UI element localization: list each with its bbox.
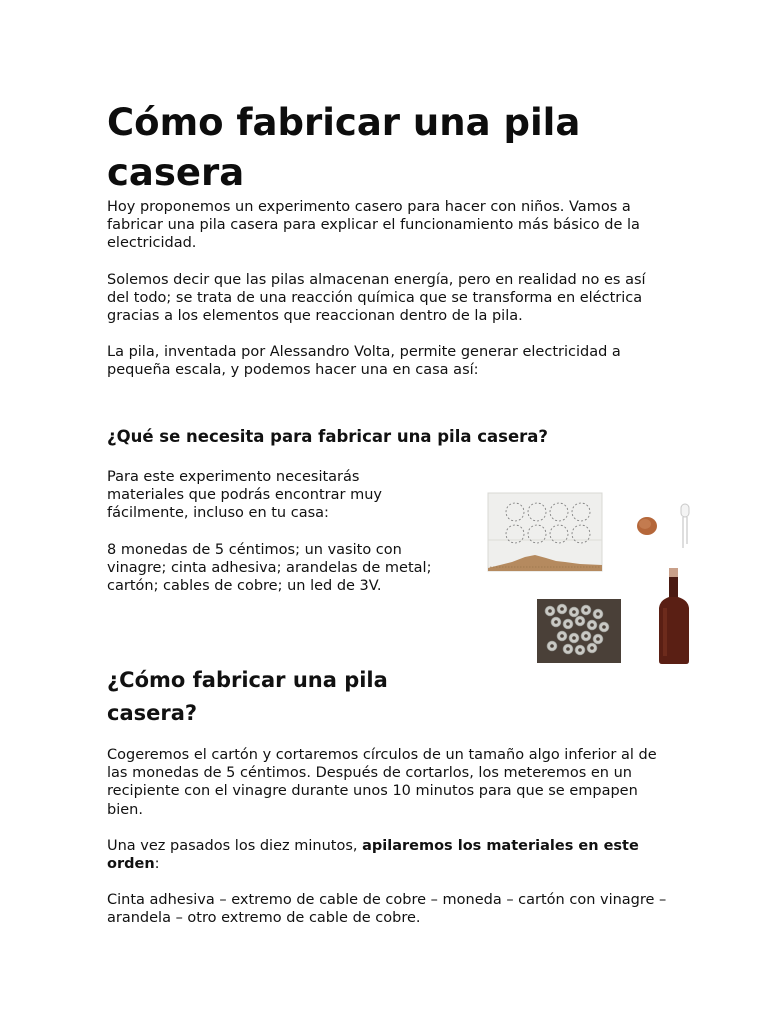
cardboard-circles-image bbox=[488, 493, 602, 571]
page-title: Cómo fabricar una pila casera bbox=[107, 101, 581, 194]
intro-paragraph-1: Hoy proponemos un experimento casero para hacer con niños. Vamos a fabricar una pila casera para explicar el funcionamiento más básico de la electricidad. bbox=[107, 199, 640, 252]
intro-paragraph-3: La pila, inventada por Alessandro Volta, permite generar electricidad a pequeña escala, y podemos hacer una en casa así: bbox=[107, 344, 621, 379]
washers-image bbox=[537, 599, 621, 663]
materials-intro-paragraph: Para este experimento necesitarás materiales que podrás encontrar muy fácilmente, incluso en tu casa: bbox=[107, 469, 382, 522]
section-heading-how-to: ¿Cómo fabricar una pila casera? bbox=[107, 668, 388, 725]
led-image bbox=[681, 504, 689, 548]
how-to-paragraph-2 bbox=[107, 837, 667, 873]
materials-image bbox=[470, 478, 732, 678]
how-to-paragraph-2-emphasis: apilaremos los materiales en este orden bbox=[107, 838, 639, 873]
materials-list-paragraph: 8 monedas de 5 céntimos; un vasito con vinagre; cinta adhesiva; arandelas de metal; cartón; cables de cobre; un led de 3V. bbox=[107, 542, 432, 595]
how-to-paragraph-3: Cinta adhesiva – extremo de cable de cobre – moneda – cartón con vinagre – arandela – otro extremo de cable de cobre. bbox=[107, 892, 667, 927]
vinegar-bottle-image bbox=[659, 568, 689, 664]
materials-illustration bbox=[470, 478, 732, 678]
how-to-paragraph-2-start: Una vez pasados los diez minutos, bbox=[107, 838, 363, 854]
how-to-paragraph-1: Cogeremos el cartón y cortaremos círculos de un tamaño algo inferior al de las monedas de 5 céntimos. Después de cortarlos, los meteremos en un recipiente con el vinagre durante unos 10 minutos para que se empapen bien. bbox=[107, 747, 657, 818]
intro-paragraph-2: Solemos decir que las pilas almacenan energía, pero en realidad no es así del todo; se trata de una reacción química que se transforma en eléctrica gracias a los elementos que reaccionan dentro de la pila. bbox=[107, 272, 646, 325]
section-heading-materials: ¿Qué se necesita para fabricar una pila casera? bbox=[107, 427, 549, 446]
coin-image bbox=[637, 517, 657, 535]
how-to-paragraph-2-end: : bbox=[154, 856, 160, 873]
